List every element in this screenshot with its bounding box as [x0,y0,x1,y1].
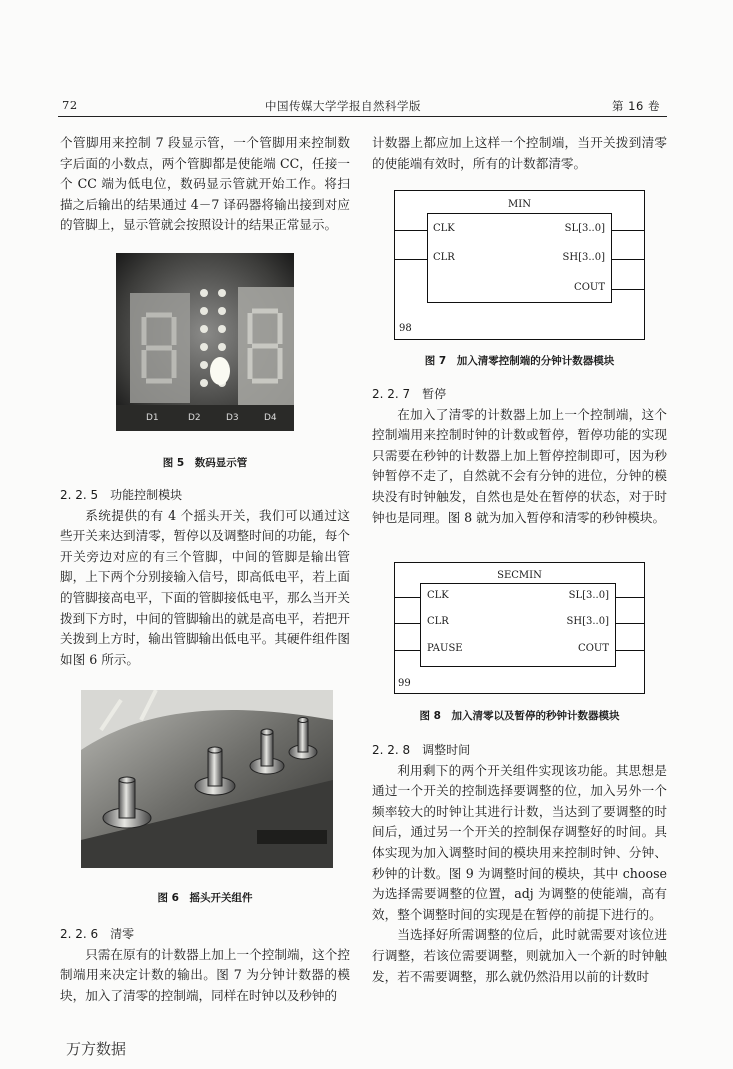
fig7-block-title: MIN [508,199,531,210]
fig7-block-number: 98 [399,323,412,334]
fig5-label-d4: D4 [264,413,277,423]
fig7-wire-sl [611,230,644,231]
section-2-2-6 [60,924,350,1006]
figure-5-photo [116,253,294,431]
figure-7-diagram [394,190,645,340]
fig8-port-sl: SL[3..0] [568,590,609,601]
page-number: 72 [62,98,78,112]
fig7-port-sh: SH[3..0] [562,252,605,263]
figure-8-diagram [394,562,645,694]
fig8-wire-cout [615,650,644,651]
header-rule [58,116,667,117]
fig8-wire-clk [395,597,420,598]
right-para-1: 计数器上都应加上这样一个控制端，当开关拨到清零的使能端有效时，所有的计数都清零。 [372,135,667,171]
section-2-2-5-text: 系统提供的有 4 个摇头开关，我们可以通过这些开关来达到清零，暂停以及调整时间的功能，每个开关旁边对应的有三个管脚，中间的管脚是输出管脚，上下两个分别接输入信号，即高低电平，若上面的管脚接高电平，下面的管脚接低电平，那么当开关拨到下方时，中间的管脚输出的就是高电平，若把开关拨到上方时，输出管脚输出低电平。其硬件组件图如图 6 所示。 [60,507,350,667]
fig8-block-number: 99 [398,678,411,689]
fig8-port-clk: CLK [427,590,449,601]
fig8-wire-sh [615,623,644,624]
fig8-port-pause: PAUSE [427,643,463,654]
section-2-2-8 [372,740,667,987]
fig8-block-title: SECMIN [497,570,542,581]
fig7-wire-clr [395,259,427,260]
section-2-2-8-p2: 当选择好所需调整的位后，此时就需要对该位进行调整，若该位需要调整，则就加入一个新的时钟触发，若不需要调整，那么就仍然沿用以前的计数时 [372,927,667,984]
journal-title: 中国传媒大学学报自然科学版 [265,99,421,113]
fig7-port-clk: CLK [433,223,455,234]
figure-8-caption: 图 8 加入清零以及暂停的秒钟计数器模块 [419,710,620,722]
fig7-port-sl: SL[3..0] [564,223,605,234]
left-para-1: 个管脚用来控制 7 段显示管，一个管脚用来控制数字后面的小数点，两个管脚都是使能端 CC，任接一个 CC 端为低电位，数码显示管就开始工作。将扫描之后输出的结果通过 4－7 译码器将输出接到对应的管脚上，显示管就会按照设计的结果正常显示。 [60,135,350,233]
fig8-port-cout: COUT [578,643,609,654]
section-2-2-7-title: 2. 2. 7 暂停 [372,387,447,401]
fig5-label-d3: D3 [226,413,239,423]
footer-watermark: 万方数据 [66,1040,127,1058]
fig8-port-clr: CLR [427,616,449,627]
fig8-wire-sl [615,597,644,598]
fig7-wire-clk [395,230,427,231]
section-2-2-8-p1: 利用剩下的两个开关组件实现该功能。其思想是通过一个开关的控制选择要调整的位，加入另外一个频率较大的时钟让其进行计数，当达到了要调整的时间后，通过另一个开关的控制保存调整好的时间。具体实现为加入调整时间的模块用来控制时钟、分钟、秒钟的计数。图 9 为调整时间的模块，其中 choose 为选择需要调整的位置，adj 为调整的使能端，高有效，整个调整时间的实现是在暂停的前提下进行的。 [372,762,667,922]
section-2-2-7 [372,384,667,528]
section-2-2-8-title: 2. 2. 8 调整时间 [372,743,471,757]
fig7-wire-sh [611,259,644,260]
section-2-2-5 [60,485,350,670]
section-2-2-6-title: 2. 2. 6 清零 [60,927,135,941]
figure-6-photo [81,690,333,868]
section-2-2-6-text: 只需在原有的计数器上加上一个控制端，这个控制端用来决定计数的输出。图 7 为分钟计数器的模块，加入了清零的控制端，同样在时钟以及秒钟的 [60,946,350,1003]
fig5-label-d2: D2 [188,413,201,423]
figure-6-caption: 图 6 摇头开关组件 [157,892,253,904]
fig8-port-sh: SH[3..0] [566,616,609,627]
fig5-label-d1: D1 [146,413,159,423]
fig7-port-clr: CLR [433,252,455,263]
section-2-2-5-title: 2. 2. 5 功能控制模块 [60,488,183,502]
figure-5-caption: 图 5 数码显示管 [162,457,248,469]
section-2-2-7-text: 在加入了清零的计数器上加上一个控制端，这个控制端用来控制时钟的计数或暂停，暂停功能的实现只需要在秒钟的计数器上加上暂停控制即可，因为秒钟暂停不走了，自然就不会有分钟的进位，分钟的模块没有时钟触发，自然也是处在暂停的状态，对于时钟也是同理。图 8 就为加入暂停和清零的秒钟模块。 [372,406,667,525]
volume-label: 第 16 卷 [612,99,660,113]
fig7-wire-cout [611,289,644,290]
fig8-wire-pause [395,650,420,651]
figure-7-caption: 图 7 加入清零控制端的分钟计数器模块 [424,355,615,367]
fig8-wire-clr [395,623,420,624]
fig7-port-cout: COUT [574,282,605,293]
